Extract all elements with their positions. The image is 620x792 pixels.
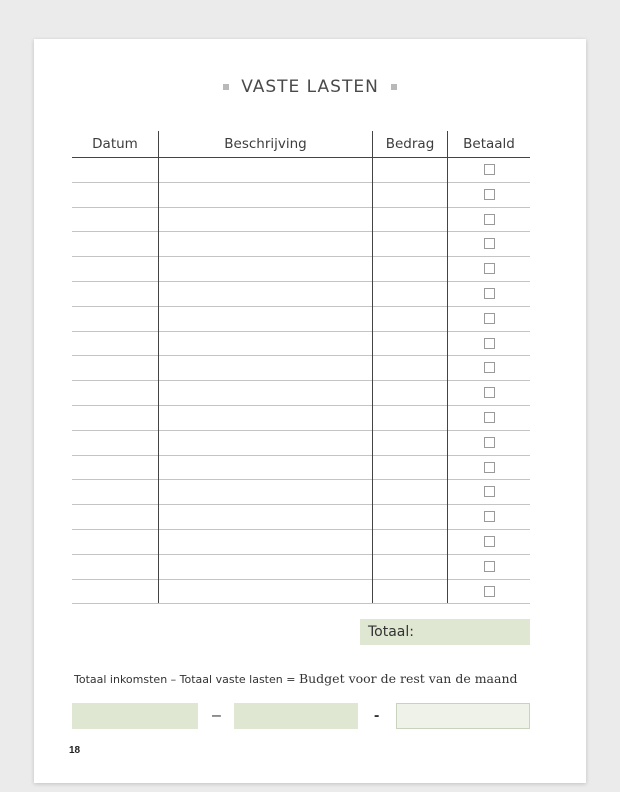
row-divider bbox=[72, 529, 530, 530]
header-datum: Datum bbox=[92, 136, 138, 152]
row-divider bbox=[72, 504, 530, 505]
betaald-checkbox[interactable] bbox=[484, 486, 495, 497]
betaald-checkbox[interactable] bbox=[484, 561, 495, 572]
betaald-checkbox[interactable] bbox=[484, 238, 495, 249]
title-row bbox=[34, 77, 586, 97]
row-divider bbox=[72, 479, 530, 480]
square-bullet-icon bbox=[391, 84, 397, 90]
page-number: 18 bbox=[69, 745, 81, 756]
column-divider-2 bbox=[372, 131, 373, 603]
formula-text: Totaal inkomsten – Totaal vaste lasten = bbox=[74, 673, 299, 686]
header-divider bbox=[72, 157, 530, 158]
row-divider bbox=[72, 231, 530, 232]
total-label: Totaal: bbox=[368, 624, 414, 640]
betaald-checkbox[interactable] bbox=[484, 288, 495, 299]
total-fixed-costs-field[interactable] bbox=[234, 703, 358, 729]
minus-operator: – bbox=[212, 707, 221, 724]
row-divider bbox=[72, 380, 530, 381]
formula-result-text: Budget voor de rest van de maand bbox=[298, 671, 518, 686]
betaald-checkbox[interactable] bbox=[484, 189, 495, 200]
document-page bbox=[34, 39, 586, 783]
row-divider bbox=[72, 256, 530, 257]
row-divider bbox=[72, 579, 530, 580]
minus-operator-2: - bbox=[374, 707, 380, 724]
row-divider bbox=[72, 554, 530, 555]
betaald-checkbox[interactable] bbox=[484, 338, 495, 349]
row-divider bbox=[72, 182, 530, 183]
betaald-checkbox[interactable] bbox=[484, 412, 495, 423]
header-beschrijving: Beschrijving bbox=[224, 136, 307, 152]
row-divider bbox=[72, 331, 530, 332]
total-field[interactable] bbox=[360, 619, 530, 645]
row-divider bbox=[72, 207, 530, 208]
betaald-checkbox[interactable] bbox=[484, 362, 495, 373]
row-divider bbox=[72, 306, 530, 307]
column-divider-3 bbox=[447, 131, 448, 603]
betaald-checkbox[interactable] bbox=[484, 586, 495, 597]
betaald-checkbox[interactable] bbox=[484, 536, 495, 547]
betaald-checkbox[interactable] bbox=[484, 313, 495, 324]
page-title: VASTE LASTEN bbox=[241, 77, 379, 97]
row-divider bbox=[72, 603, 530, 604]
column-divider-1 bbox=[158, 131, 159, 603]
betaald-checkbox[interactable] bbox=[484, 214, 495, 225]
betaald-checkbox[interactable] bbox=[484, 263, 495, 274]
total-income-field[interactable] bbox=[72, 703, 198, 729]
row-divider bbox=[72, 430, 530, 431]
betaald-checkbox[interactable] bbox=[484, 387, 495, 398]
betaald-checkbox[interactable] bbox=[484, 437, 495, 448]
betaald-checkbox[interactable] bbox=[484, 462, 495, 473]
expense-table bbox=[72, 131, 530, 603]
betaald-checkbox[interactable] bbox=[484, 164, 495, 175]
header-betaald: Betaald bbox=[463, 136, 515, 152]
row-divider bbox=[72, 455, 530, 456]
betaald-checkbox[interactable] bbox=[484, 511, 495, 522]
header-bedrag: Bedrag bbox=[385, 136, 435, 152]
square-bullet-icon bbox=[223, 84, 229, 90]
row-divider bbox=[72, 405, 530, 406]
budget-formula bbox=[74, 671, 534, 686]
row-divider bbox=[72, 281, 530, 282]
row-divider bbox=[72, 355, 530, 356]
budget-result-field[interactable] bbox=[396, 703, 530, 729]
